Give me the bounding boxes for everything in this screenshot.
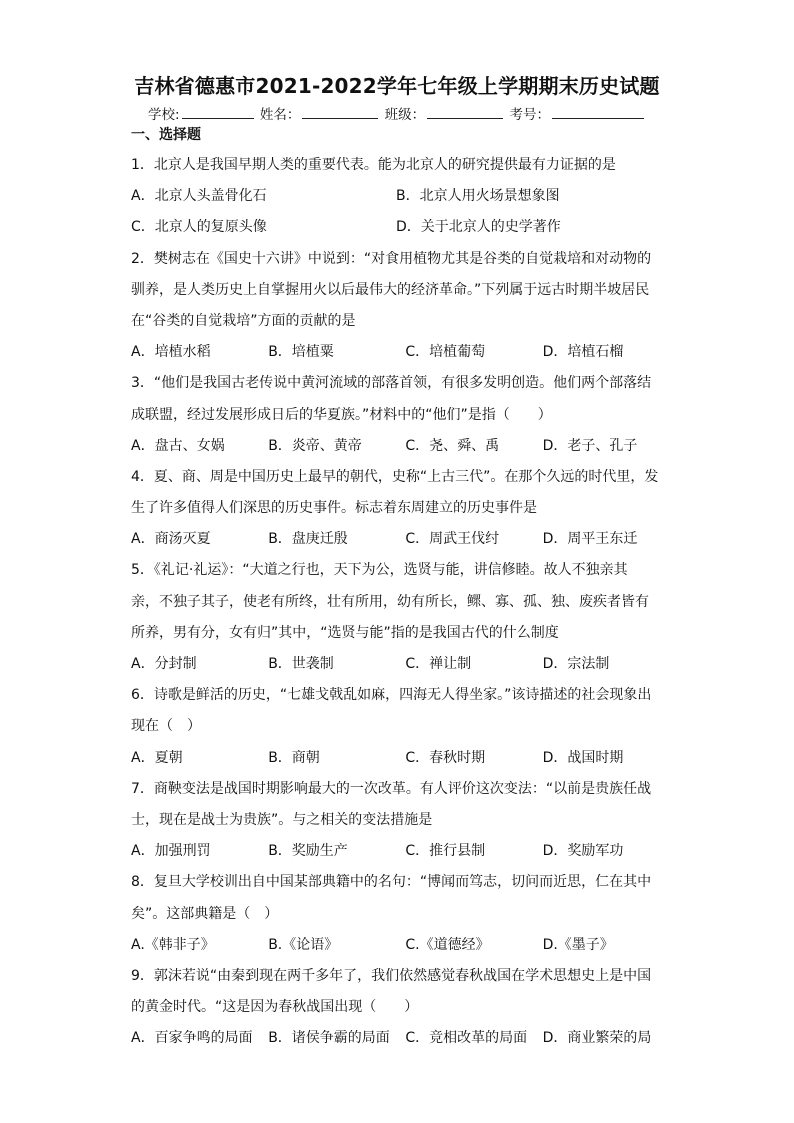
answer-option[interactable]: C．北京人的复原头像: [131, 219, 267, 236]
answer-option[interactable]: D．宗法制: [542, 656, 610, 672]
answer-option[interactable]: A．百家争鸣的局面: [131, 1030, 253, 1047]
class-blank: [427, 106, 503, 119]
answer-option[interactable]: D.《墨子》: [542, 936, 614, 953]
question-item: [131, 867, 661, 961]
question-item: [131, 150, 661, 244]
answer-option[interactable]: A．北京人头盖骨化石: [131, 188, 267, 205]
answer-option[interactable]: B．商朝: [268, 749, 320, 766]
question-stem-line: 在“谷类的自觉栽培”方面的贡献的是: [131, 312, 356, 329]
answer-option[interactable]: B．培植粟: [268, 344, 334, 361]
answer-option[interactable]: C．尧、舜、禹: [405, 437, 500, 454]
answer-option[interactable]: D．培植石榴: [542, 344, 624, 361]
option-row: [131, 743, 661, 774]
answer-option[interactable]: C．春秋时期: [405, 749, 486, 766]
name-blank: [302, 106, 378, 119]
option-row: [131, 337, 661, 368]
question-stem-line: 8．复旦大学校训出自中国某部典籍中的名句：“博闻而笃志，切问而近思，仁在其中: [131, 874, 652, 891]
answer-option[interactable]: D．老子、孔子: [542, 437, 638, 454]
student-info-line: [0, 103, 794, 123]
question-stem-line: 7．商鞅变法是战国时期影响最大的一次改革。有人评价这次变法：“以前是贵族任战: [131, 780, 652, 797]
question-stem-line: 2．樊树志在《国史十六讲》中说到：“对食用植物尤其是谷类的自觉栽培和对动物的: [131, 250, 652, 267]
question-stem-line: 成联盟，经过发展形成日后的华夏族。”材料中的“他们”是指（ ）: [131, 406, 552, 423]
option-row: [131, 181, 661, 212]
option-row: [131, 212, 661, 243]
school-blank: [182, 106, 254, 119]
option-row: [131, 836, 661, 867]
answer-option[interactable]: A．培植水稻: [131, 344, 211, 361]
question-stem-line: 5．《礼记·礼运》：“大道之行也，天下为公，选贤与能，讲信修睦。故人不独亲其: [131, 562, 628, 579]
option-row: [131, 524, 661, 555]
answer-option[interactable]: C．竞相改革的局面: [405, 1030, 528, 1047]
answer-option[interactable]: B．盘庚迁殷: [268, 531, 348, 548]
question-stem-line: 4．夏、商、周是中国历史上最早的朝代，史称“上古三代”。在那个久远的时代里，发: [131, 468, 659, 485]
question-stem-line: 矣”。这部典籍是（ ）: [131, 905, 279, 922]
question-item: [131, 555, 661, 680]
answer-option[interactable]: A．加强刑罚: [131, 843, 211, 860]
answer-option[interactable]: A．夏朝: [131, 749, 183, 766]
answer-option[interactable]: D．战国时期: [542, 749, 624, 766]
answer-option[interactable]: A．分封制: [131, 656, 197, 672]
answer-option[interactable]: B．世袭制: [268, 656, 334, 672]
question-stem-line: 6．诗歌是鲜活的历史，“七雄戈戟乱如麻，四海无人得坐家。”该诗描述的社会现象出: [131, 687, 652, 704]
question-stem-line: 现在（ ）: [131, 718, 201, 735]
answer-option[interactable]: C．周武王伐纣: [405, 531, 500, 548]
answer-option[interactable]: C.《道德经》: [405, 936, 490, 953]
question-stem-line: 9．郭沫若说“由秦到现在两千多年了，我们依然感觉春秋战国在学术思想史上是中国: [131, 967, 652, 984]
question-item: [131, 462, 661, 556]
question-stem-line: 所养，男有分，女有归”其中，“选贤与能”指的是我国古代的什么制度: [131, 624, 559, 641]
answer-option[interactable]: D．商业繁荣的局: [542, 1030, 652, 1047]
exam-title: 吉林省德惠市2021-2022学年七年级上学期期末历史试题: [134, 74, 660, 98]
answer-option[interactable]: D．周平王东迁: [542, 531, 638, 548]
question-item: [131, 368, 661, 462]
answer-option[interactable]: C．培植葡萄: [405, 344, 486, 361]
option-row: [131, 930, 661, 961]
school-label: 学校:: [148, 107, 180, 123]
question-stem-line: 驯养，是人类历史上自掌握用火以后最伟大的经济革命。”下列属于远古时期半坡居民: [131, 281, 650, 298]
question-stem-line: 3．“他们是我国古老传说中黄河流域的部落首领，有很多发明创造。他们两个部落结: [131, 375, 652, 392]
question-item: [131, 680, 661, 774]
answer-option[interactable]: D．关于北京人的史学著作: [396, 219, 561, 236]
option-row: [131, 649, 661, 680]
answer-option[interactable]: B．炎帝、黄帝: [268, 437, 362, 454]
question-stem-line: 士，现在是战士为贵族”。与之相关的变法措施是: [131, 811, 433, 828]
answer-option[interactable]: C．禅让制: [405, 656, 472, 672]
question-item: [131, 244, 661, 369]
exam-number-label: 考号：: [509, 107, 550, 123]
question-item: [131, 961, 661, 1055]
answer-option[interactable]: B．奖励生产: [268, 843, 348, 860]
answer-option[interactable]: B．北京人用火场景想象图: [396, 188, 560, 205]
question-stem-line: 1．北京人是我国早期人类的重要代表。能为北京人的研究提供最有力证据的是: [131, 157, 616, 173]
answer-option[interactable]: D．奖励军功: [542, 843, 624, 860]
question-item: [131, 774, 661, 868]
exam-number-blank: [552, 106, 644, 119]
answer-option[interactable]: A.《韩非子》: [131, 936, 215, 953]
option-row: [131, 1023, 661, 1054]
answer-option[interactable]: B．诸侯争霸的局面: [268, 1030, 390, 1047]
name-label: 姓名：: [259, 107, 301, 123]
answer-option[interactable]: A．商汤灭夏: [131, 531, 211, 548]
answer-option[interactable]: C．推行县制: [405, 843, 486, 860]
class-label: 班级：: [384, 107, 426, 123]
question-stem-line: 亲，不独子其子，使老有所终，壮有所用，幼有所长，鳏、寡、孤、独、废疾者皆有: [131, 593, 649, 610]
section-heading: 一、选择题: [131, 127, 201, 143]
question-stem-line: 的黄金时代。“这是因为春秋战国出现（ ）: [131, 999, 419, 1016]
answer-option[interactable]: A．盘古、女娲: [131, 437, 225, 454]
question-stem-line: 生了许多值得人们深思的历史事件。标志着东周建立的历史事件是: [131, 500, 537, 517]
question-list: [131, 150, 661, 1054]
answer-option[interactable]: B.《论语》: [268, 936, 339, 953]
option-row: [131, 431, 661, 462]
